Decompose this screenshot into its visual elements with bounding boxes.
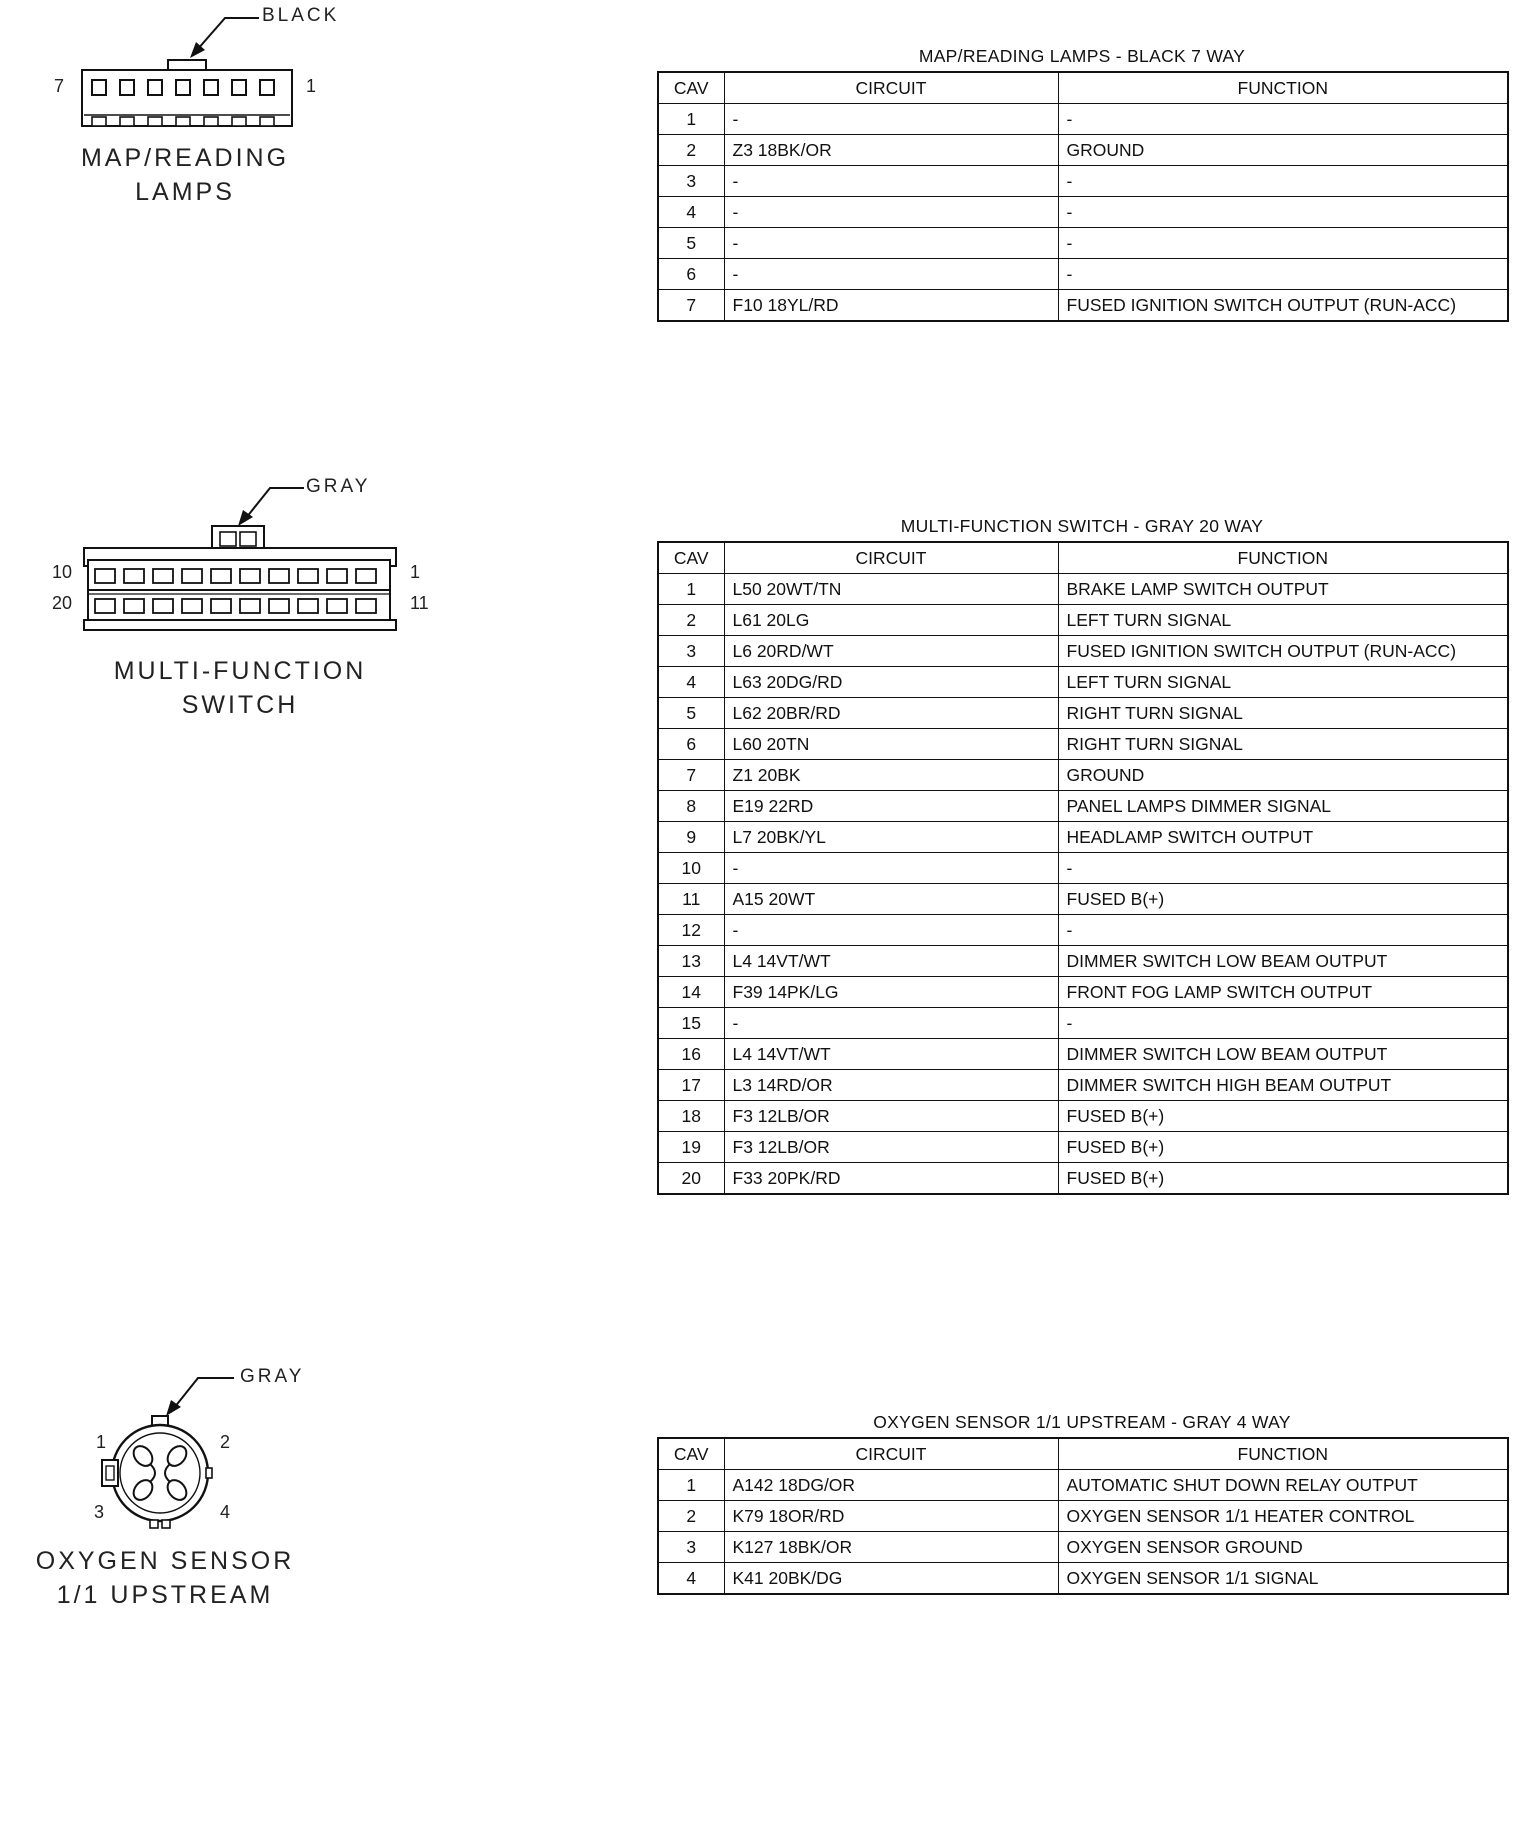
table-row [658, 1163, 1508, 1195]
circuit-cell: L4 14VT/WT [724, 1039, 1058, 1070]
function-cell: FUSED B(+) [1058, 1132, 1508, 1163]
pin-number-left: 7 [54, 76, 65, 96]
cav-cell: 13 [658, 946, 724, 977]
function-cell: OXYGEN SENSOR GROUND [1058, 1532, 1508, 1563]
circuit-cell: F33 20PK/RD [724, 1163, 1058, 1195]
table-row [658, 822, 1508, 853]
header-row [658, 542, 1508, 574]
table-title: OXYGEN SENSOR 1/1 UPSTREAM - GRAY 4 WAY [873, 1412, 1291, 1432]
table-row [658, 946, 1508, 977]
circuit-cell: L61 20LG [724, 605, 1058, 636]
cav-cell: 14 [658, 977, 724, 1008]
cav-cell: 1 [658, 574, 724, 605]
cav-cell: 3 [658, 636, 724, 667]
cav-cell: 7 [658, 760, 724, 791]
function-cell: - [1058, 197, 1508, 228]
function-cell: LEFT TURN SIGNAL [1058, 605, 1508, 636]
table-row [658, 698, 1508, 729]
pin-number-1: 1 [96, 1432, 107, 1452]
table-row [658, 1470, 1508, 1501]
table-row [658, 729, 1508, 760]
cav-cell: 2 [658, 1501, 724, 1532]
table-row [658, 228, 1508, 259]
circuit-cell: K79 18OR/RD [724, 1501, 1058, 1532]
function-cell: GROUND [1058, 135, 1508, 166]
cav-cell: 7 [658, 290, 724, 322]
pin-number-3: 3 [94, 1502, 105, 1522]
circuit-cell: Z3 18BK/OR [724, 135, 1058, 166]
cav-cell: 1 [658, 104, 724, 135]
circuit-cell: A15 20WT [724, 884, 1058, 915]
circuit-cell: L6 20RD/WT [724, 636, 1058, 667]
map-reading-lamps-connector [0, 0, 520, 230]
wire-color-label: GRAY [306, 476, 371, 497]
cav-header: CAV [658, 542, 724, 574]
table-row [658, 104, 1508, 135]
circuit-cell: E19 22RD [724, 791, 1058, 822]
connector-label-line-2: 1/1 UPSTREAM [56, 1581, 274, 1609]
pin-number-right: 1 [306, 76, 317, 96]
cav-cell: 15 [658, 1008, 724, 1039]
function-cell: FRONT FOG LAMP SWITCH OUTPUT [1058, 977, 1508, 1008]
circuit-cell: - [724, 259, 1058, 290]
function-cell: FUSED B(+) [1058, 1101, 1508, 1132]
function-cell: FUSED IGNITION SWITCH OUTPUT (RUN-ACC) [1058, 290, 1508, 322]
oxygen-sensor-pinout [657, 1411, 1507, 1595]
table-row [658, 760, 1508, 791]
cav-cell: 12 [658, 915, 724, 946]
pin-number-top-right: 1 [410, 562, 421, 582]
circuit-header: CIRCUIT [724, 72, 1058, 104]
circuit-cell: L4 14VT/WT [724, 946, 1058, 977]
function-cell: OXYGEN SENSOR 1/1 SIGNAL [1058, 1563, 1508, 1595]
cav-cell: 4 [658, 1563, 724, 1595]
table-row [658, 915, 1508, 946]
circuit-header: CIRCUIT [724, 542, 1058, 574]
circuit-cell: - [724, 166, 1058, 197]
cav-cell: 5 [658, 228, 724, 259]
pinout-table [657, 71, 1509, 322]
pin-number-top-left: 10 [52, 562, 73, 582]
circuit-header: CIRCUIT [724, 1438, 1058, 1470]
cav-cell: 4 [658, 197, 724, 228]
cav-cell: 17 [658, 1070, 724, 1101]
table-row [658, 1563, 1508, 1595]
wire-color-label: BLACK [262, 5, 340, 26]
function-cell: - [1058, 166, 1508, 197]
table-row [658, 259, 1508, 290]
cav-cell: 3 [658, 1532, 724, 1563]
function-cell: OXYGEN SENSOR 1/1 HEATER CONTROL [1058, 1501, 1508, 1532]
cav-cell: 5 [658, 698, 724, 729]
table-row [658, 853, 1508, 884]
function-cell: PANEL LAMPS DIMMER SIGNAL [1058, 791, 1508, 822]
function-cell: DIMMER SWITCH HIGH BEAM OUTPUT [1058, 1070, 1508, 1101]
cav-cell: 2 [658, 135, 724, 166]
header-row [658, 1438, 1508, 1470]
function-header: FUNCTION [1058, 542, 1508, 574]
connector-label-line-1: MULTI-FUNCTION [113, 657, 367, 685]
function-cell: FUSED B(+) [1058, 884, 1508, 915]
table-row [658, 290, 1508, 322]
cav-cell: 9 [658, 822, 724, 853]
connector-label-line-1: OXYGEN SENSOR [35, 1547, 295, 1575]
table-row [658, 197, 1508, 228]
map-reading-lamps-pinout [657, 45, 1507, 322]
cav-header: CAV [658, 72, 724, 104]
circuit-cell: F10 18YL/RD [724, 290, 1058, 322]
table-row [658, 1008, 1508, 1039]
table-row [658, 667, 1508, 698]
cav-cell: 19 [658, 1132, 724, 1163]
function-cell: FUSED IGNITION SWITCH OUTPUT (RUN-ACC) [1058, 636, 1508, 667]
function-cell: - [1058, 853, 1508, 884]
circuit-cell: - [724, 104, 1058, 135]
pin-number-2: 2 [220, 1432, 231, 1452]
oxygen-sensor-connector [0, 1360, 520, 1630]
table-row [658, 636, 1508, 667]
circuit-cell: F3 12LB/OR [724, 1132, 1058, 1163]
cav-cell: 3 [658, 166, 724, 197]
table-row [658, 135, 1508, 166]
cav-cell: 1 [658, 1470, 724, 1501]
function-header: FUNCTION [1058, 72, 1508, 104]
table-row [658, 1501, 1508, 1532]
circuit-cell: F3 12LB/OR [724, 1101, 1058, 1132]
circuit-cell: L50 20WT/TN [724, 574, 1058, 605]
table-row [658, 1070, 1508, 1101]
cav-header: CAV [658, 1438, 724, 1470]
cav-cell: 11 [658, 884, 724, 915]
function-cell: - [1058, 228, 1508, 259]
multi-function-switch-connector [0, 470, 520, 730]
connector-label-line-1: MAP/READING [80, 144, 290, 172]
table-row [658, 605, 1508, 636]
multi-function-switch-pinout [657, 515, 1507, 1195]
circuit-cell: L7 20BK/YL [724, 822, 1058, 853]
circuit-cell: - [724, 1008, 1058, 1039]
table-row [658, 1101, 1508, 1132]
function-header: FUNCTION [1058, 1438, 1508, 1470]
cav-cell: 20 [658, 1163, 724, 1195]
pinout-table [657, 541, 1509, 1195]
function-cell: RIGHT TURN SIGNAL [1058, 729, 1508, 760]
table-row [658, 1532, 1508, 1563]
circuit-cell: - [724, 853, 1058, 884]
function-cell: RIGHT TURN SIGNAL [1058, 698, 1508, 729]
function-cell: GROUND [1058, 760, 1508, 791]
cav-cell: 16 [658, 1039, 724, 1070]
connector-label [90, 654, 390, 722]
connector-label-line-2: LAMPS [135, 178, 235, 206]
header-row [658, 72, 1508, 104]
function-cell: HEADLAMP SWITCH OUTPUT [1058, 822, 1508, 853]
table-row [658, 166, 1508, 197]
pin-number-bottom-left: 20 [52, 593, 73, 613]
table-title: MULTI-FUNCTION SWITCH - GRAY 20 WAY [900, 516, 1264, 536]
function-cell: LEFT TURN SIGNAL [1058, 667, 1508, 698]
circuit-cell: - [724, 197, 1058, 228]
circuit-cell: K127 18BK/OR [724, 1532, 1058, 1563]
cav-cell: 6 [658, 259, 724, 290]
wire-color-label: GRAY [240, 1366, 305, 1387]
cav-cell: 10 [658, 853, 724, 884]
function-cell: - [1058, 259, 1508, 290]
table-row [658, 1132, 1508, 1163]
circuit-cell: L3 14RD/OR [724, 1070, 1058, 1101]
pin-number-4: 4 [220, 1502, 231, 1522]
table-row [658, 1039, 1508, 1070]
connector-label [20, 1544, 310, 1612]
table-row [658, 574, 1508, 605]
table-row [658, 884, 1508, 915]
circuit-cell: L60 20TN [724, 729, 1058, 760]
table-title: MAP/READING LAMPS - BLACK 7 WAY [918, 46, 1246, 66]
function-cell: FUSED B(+) [1058, 1163, 1508, 1195]
function-cell: DIMMER SWITCH LOW BEAM OUTPUT [1058, 946, 1508, 977]
function-cell: - [1058, 104, 1508, 135]
cav-cell: 18 [658, 1101, 724, 1132]
circuit-cell: - [724, 228, 1058, 259]
function-cell: - [1058, 1008, 1508, 1039]
connector-label-line-2: SWITCH [181, 691, 299, 719]
function-cell: DIMMER SWITCH LOW BEAM OUTPUT [1058, 1039, 1508, 1070]
function-cell: BRAKE LAMP SWITCH OUTPUT [1058, 574, 1508, 605]
circuit-cell: L62 20BR/RD [724, 698, 1058, 729]
circuit-cell: A142 18DG/OR [724, 1470, 1058, 1501]
cav-cell: 6 [658, 729, 724, 760]
table-row [658, 977, 1508, 1008]
function-cell: AUTOMATIC SHUT DOWN RELAY OUTPUT [1058, 1470, 1508, 1501]
circuit-cell: K41 20BK/DG [724, 1563, 1058, 1595]
connector-label [40, 141, 330, 209]
table-row [658, 791, 1508, 822]
function-cell: - [1058, 915, 1508, 946]
cav-cell: 4 [658, 667, 724, 698]
cav-cell: 2 [658, 605, 724, 636]
circuit-cell: - [724, 915, 1058, 946]
pin-number-bottom-right: 11 [410, 593, 429, 613]
cav-cell: 8 [658, 791, 724, 822]
circuit-cell: Z1 20BK [724, 760, 1058, 791]
pinout-table [657, 1437, 1509, 1595]
circuit-cell: F39 14PK/LG [724, 977, 1058, 1008]
circuit-cell: L63 20DG/RD [724, 667, 1058, 698]
